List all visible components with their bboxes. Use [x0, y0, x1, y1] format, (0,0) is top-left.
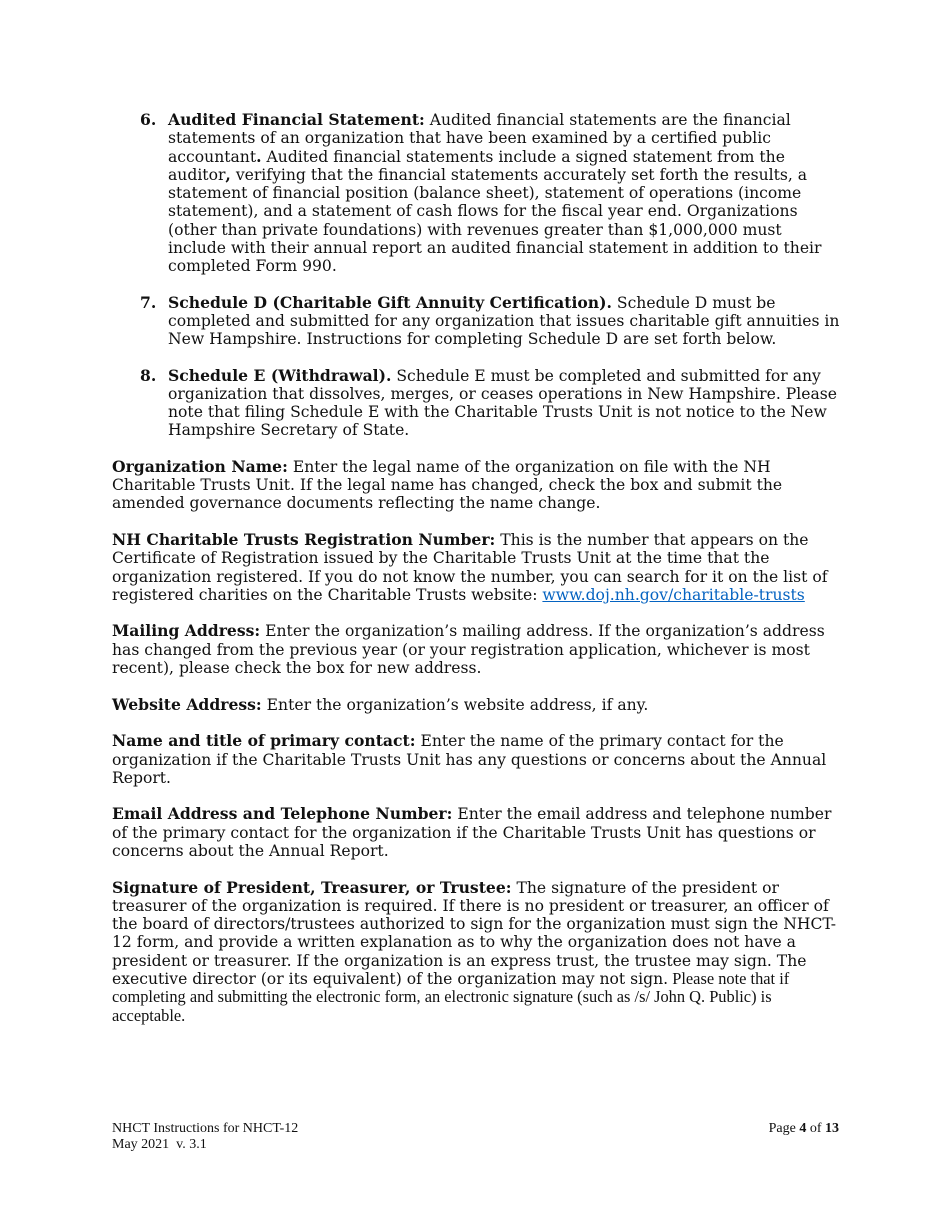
page-content — [112, 111, 840, 1043]
section-signature — [112, 879, 840, 1025]
footer-doc-title: NHCT Instructions for NHCT-12 — [112, 1121, 299, 1136]
current-page: 4 — [799, 1121, 807, 1136]
page-label: Page — [768, 1121, 800, 1136]
page-of-label: of — [806, 1121, 825, 1136]
section-title: Name and title of primary contact: — [112, 731, 416, 751]
section-text-electronic-note: Please note that if completing and submitting the electronic form, an electronic signature (such as /s/ John Q. Public) is acceptable. — [112, 969, 790, 1025]
section-text: The signature of the president or treasurer of the organization is required. If there is no president or treasurer, an officer of the board of directors/trustees authorized to sign for the organization must sign the NHCT-12 form, and provide a written explanation as to why the organization does not have a president or treasurer. If the organization is an express trust, the trustee may sign. The executive director (or its equivalent) of the organization may not sign. — [112, 878, 837, 989]
list-item-schedule-e — [112, 367, 840, 440]
total-pages: 13 — [825, 1121, 839, 1136]
section-text: Enter the name of the primary contact for the organization if the Charitable Trusts Unit has any questions or concerns about the Annual Report. — [112, 732, 827, 787]
section-title: NH Charitable Trusts Registration Number: — [112, 529, 496, 549]
section-text: Enter the organization’s website address, if any. — [261, 695, 649, 714]
charitable-trusts-website-link[interactable]: www.doj.nh.gov/charitable-trusts — [542, 585, 805, 604]
list-item-schedule-d — [112, 294, 840, 349]
item-text: verifying that the financial statements accurately set forth the results, a statement of financial position (balance sheet), statement of operations (income statement), and a statement of cash flows for the fiscal year end. Organizations (other than private foundations) with revenues greater than $1,000,000 must include with their annual report an audited financial statement in addition to their completed Form 990. — [168, 165, 822, 276]
item-title: Schedule E (Withdrawal). — [168, 365, 392, 385]
section-title: Organization Name: — [112, 456, 288, 476]
section-primary-contact — [112, 732, 840, 787]
section-title: Mailing Address: — [112, 621, 261, 641]
list-number: 6. — [140, 110, 157, 129]
item-text: Audited financial statements include a signed statement from the auditor — [168, 147, 785, 184]
item-text: Schedule E must be completed and submitted for any organization that dissolves, merges, or ceases operations in New Hampshire. Please note that filing Schedule E with the Charitable Trusts Unit is not notice to the New Hampshire Secretary of State. — [168, 366, 837, 440]
section-text: Enter the email address and telephone number of the primary contact for the organization if the Charitable Trusts Unit has questions or concerns about the Annual Report. — [112, 805, 832, 860]
numbered-list — [112, 111, 840, 440]
list-item-audited-financial-statement — [112, 111, 840, 276]
footer-version: May 2021 v. 3.1 — [112, 1137, 207, 1152]
item-title: Schedule D (Charitable Gift Annuity Certification). — [168, 292, 612, 312]
footer-left — [112, 1121, 298, 1153]
section-organization-name — [112, 458, 840, 513]
section-text: Enter the legal name of the organization on file with the NH Charitable Trusts Unit. If the legal name has changed, check the box and submit the amended governance documents reflecting the name change. — [112, 457, 783, 513]
item-text-bold-period: . — [256, 146, 262, 166]
item-title: Audited Financial Statement: — [168, 110, 425, 129]
item-text-bold-comma: , — [225, 164, 231, 184]
section-website-address — [112, 696, 840, 714]
section-text: This is the number that appears on the Certificate of Registration issued by the Charitable Trusts Unit at the time that the organization registered. If you do not know the number, you can search for it on the list of registered charities on the Charitable Trusts website: — [112, 530, 828, 604]
list-number: 7. — [140, 292, 157, 312]
section-title: Website Address: — [112, 694, 262, 714]
list-number: 8. — [140, 365, 157, 385]
section-text: Enter the organization’s mailing address. If the organization’s address has changed from the previous year (or your registration application, whichever is most recent), please check the box for new address. — [112, 622, 825, 678]
section-registration-number — [112, 531, 840, 604]
section-title: Email Address and Telephone Number: — [112, 804, 453, 824]
section-email-telephone — [112, 805, 840, 860]
item-text: Schedule D must be completed and submitted for any organization that issues charitable gift annuities in New Hampshire. Instructions for completing Schedule D are set forth below. — [168, 293, 840, 349]
item-text: Audited financial statements are the financial statements of an organization that have been examined by a certified public accountant — [168, 111, 791, 166]
section-title: Signature of President, Treasurer, or Trustee: — [112, 877, 512, 897]
section-mailing-address — [112, 622, 840, 677]
page-number — [769, 1121, 839, 1137]
